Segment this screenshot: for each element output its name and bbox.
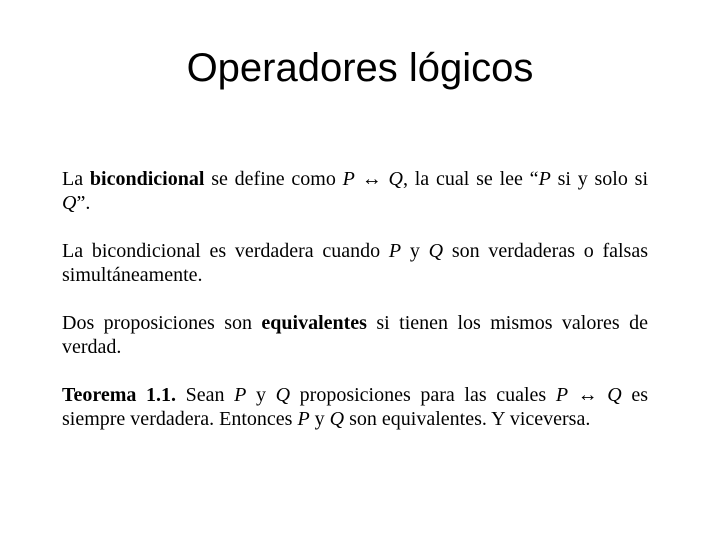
text: y: [309, 408, 330, 430]
text: proposiciones para las cuales: [290, 384, 556, 406]
term-equivalentes: equivalentes: [261, 312, 367, 334]
text: La: [62, 168, 90, 190]
biconditional-arrow-symbol: ↔: [354, 168, 389, 190]
variable-q: Q: [428, 240, 444, 262]
text: son verdaderas o falsas simultáneamente.: [62, 240, 649, 286]
text: se define como: [204, 168, 343, 190]
paragraph-equivalence: [62, 311, 648, 359]
variable-p: P: [538, 168, 551, 190]
variable-p: P: [234, 384, 247, 406]
text: y: [246, 384, 276, 406]
biconditional-arrow-symbol: ↔: [568, 384, 608, 406]
term-bicondicional: bicondicional: [89, 168, 205, 190]
variable-q: Q: [62, 192, 77, 214]
variable-q: Q: [607, 384, 622, 406]
text: , la cual se lee “: [402, 168, 539, 190]
text: si y solo si: [550, 168, 649, 190]
text: La bicondicional es verdadera cuando: [62, 240, 389, 262]
text: si tienen los mismos valores de verdad.: [62, 312, 648, 358]
variable-p: P: [297, 408, 310, 430]
text: es siempre verdadera. Entonces: [62, 384, 649, 430]
slide-title: Operadores lógicos: [186, 46, 534, 90]
variable-p: P: [342, 168, 355, 190]
text: Sean: [176, 384, 235, 406]
variable-p: P: [388, 240, 402, 262]
paragraph-theorem: [62, 383, 648, 431]
text: Dos proposiciones son: [62, 312, 262, 334]
paragraph-definition: [62, 167, 648, 215]
paragraph-truth-condition: [62, 239, 648, 287]
variable-q: Q: [275, 384, 291, 406]
variable-q: Q: [388, 168, 403, 190]
theorem-label: Teorema 1.1.: [62, 384, 177, 406]
variable-p: P: [555, 384, 569, 406]
variable-q: Q: [329, 408, 345, 430]
text: y: [401, 240, 429, 262]
text: son equivalentes. Y viceversa.: [344, 408, 591, 430]
text: ”.: [76, 192, 91, 214]
slide-body: [62, 167, 648, 431]
